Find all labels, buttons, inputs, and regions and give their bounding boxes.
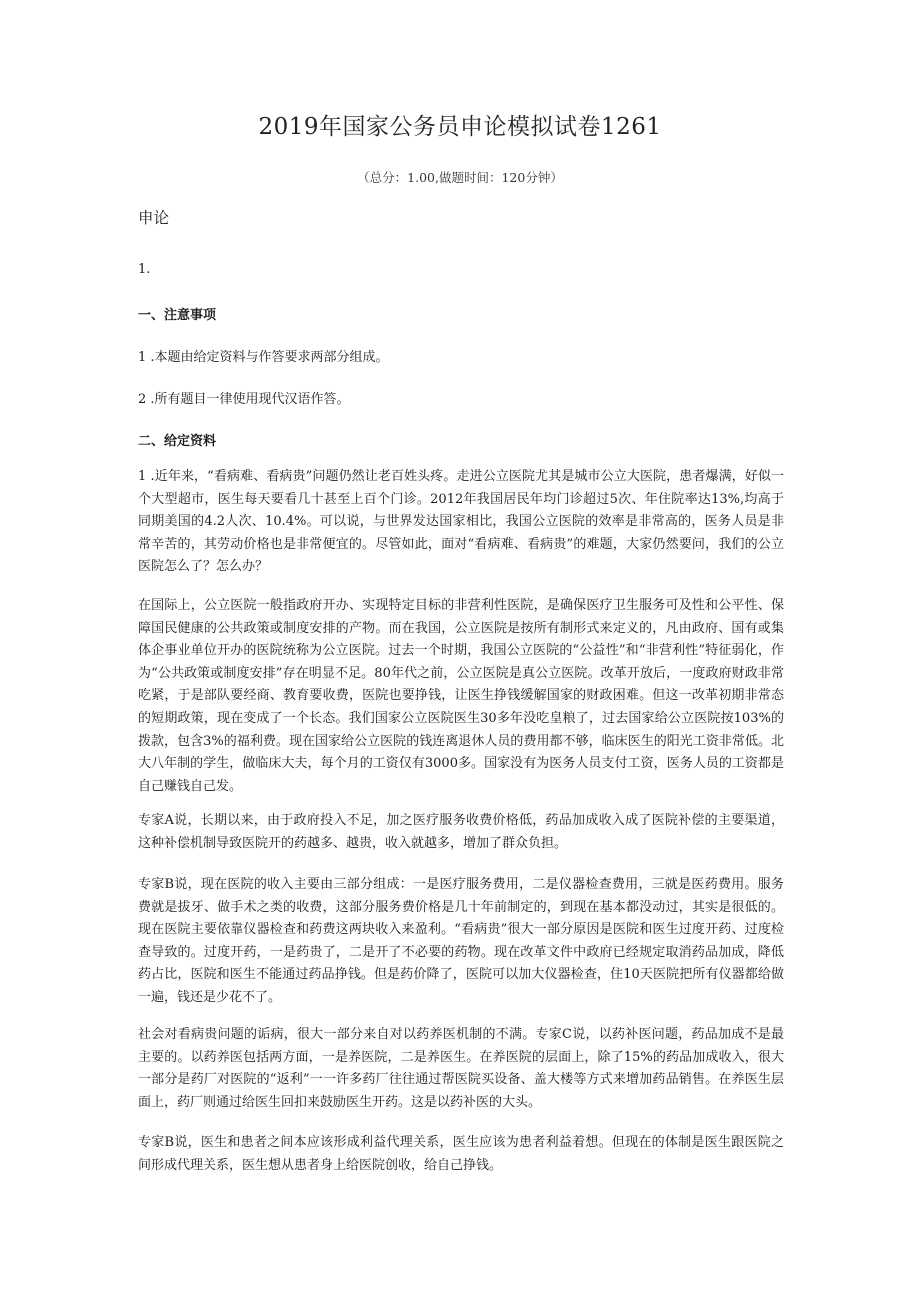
materials-heading: 二、给定资料	[138, 434, 217, 449]
section-label: 申论	[138, 209, 170, 227]
exam-info: （总分：1.00,做题时间：120分钟）	[357, 170, 563, 185]
material-paragraph: 1 .近年来，“看病难、看病贵”问题仍然让老百姓头疼。走进公立医院尤其是城市公立大医院，患者爆满，好似一个大型超市，医生每天要看几十甚至上百个门诊。2012年我国居民年均门诊超过5次、年住院率达13%,均高于同期美国的4.2人次、10.4%。可以说，与世界发达国家相比，我国公立医院的效率是非常高的，医务人员是非常辛苦的，其劳动价格也是非常便宜的。尽管如此，面对“看病难、看病贵”的难题，大家仍然要问，我们的公立医院怎么了？怎么办？	[138, 469, 784, 575]
notice-item: 2 .所有题目一律使用现代汉语作答。	[138, 392, 350, 407]
page-title: 2019年国家公务员申论模拟试卷1261	[258, 114, 662, 140]
material-paragraph: 专家A说，长期以来，由于政府投入不足，加之医疗服务收费价格低，药品加成收入成了医院补偿的主要渠道，这种补偿机制导致医院开的药越多、越贵，收入就越多，增加了群众负担。	[138, 813, 784, 851]
notice-heading: 一、注意事项	[138, 308, 217, 323]
notice-item: 1 .本题由给定资料与作答要求两部分组成。	[138, 350, 389, 365]
material-paragraph: 专家B说，医生和患者之间本应该形成利益代理关系，医生应该为患者利益着想。但现在的体制是医生跟医院之间形成代理关系，医生想从患者身上给医院创收，给自己挣钱。	[138, 1135, 784, 1173]
material-paragraph: 社会对看病贵问题的诟病，很大一部分来自对以药养医机制的不满。专家C说，以药补医问题，药品加成不是最主要的。以药养医包括两方面，一是养医院，二是养医生。在养医院的层面上，除了15%的药品加成收入，很大一部分是药厂对医院的“返利”一一许多药厂往往通过帮医院买设备、盖大楼等方式来增加药品销售。在养医生层面上，药厂则通过给医生回扣来鼓励医生开药。这是以药补医的大头。	[138, 1027, 784, 1110]
question-number: 1.	[138, 262, 151, 277]
material-paragraph: 专家B说，现在医院的收入主要由三部分组成：一是医疗服务费用，二是仪器检查费用，三就是医药费用。服务费就是拔牙、做手术之类的收费，这部分服务费价格是几十年前制定的，到现在基本都没动过，其实是很低的。现在医院主要依靠仪器检查和药费这两块收入来盈利。“看病贵”很大一部分原因是医院和医生过度开药、过度检查导致的。过度开药，一是药贵了，二是开了不必要的药物。现在改革文件中政府已经规定取消药品加成，降低药占比，医院和医生不能通过药品挣钱。但是药价降了，医院可以加大仪器检查，住10天医院把所有仪器都给做一遍，钱还是少花不了。	[138, 877, 784, 1005]
material-paragraph: 在国际上，公立医院一般指政府开办、实现特定目标的非营利性医院，是确保医疗卫生服务可及性和公平性、保障国民健康的公共政策或制度安排的产物。而在我国，公立医院是按所有制形式来定义的，凡由政府、国有或集体企事业单位开办的医院统称为公立医院。过去一个时期，我国公立医院的“公益性”和“非营利性”特征弱化，作为“公共政策或制度安排”存在明显不足。80年代之前，公立医院是真公立医院。改革开放后，一度政府财政非常吃紧，于是部队要经商、教育要收费，医院也要挣钱，让医生挣钱缓解国家的财政困难。但这一改革初期非常态的短期政策，现在变成了一个长态。我们国家公立医院医生30多年没吃皇粮了，过去国家给公立医院按103%的拨款，包含3%的福利费。现在国家给公立医院的钱连离退休人员的费用都不够，临床医生的阳光工资非常低。北大八年制的学生，做临床大夫，每个月的工资仅有3000多。国家没有为医务人员支付工资，医务人员的工资都是自己赚钱自己发。	[138, 598, 784, 794]
